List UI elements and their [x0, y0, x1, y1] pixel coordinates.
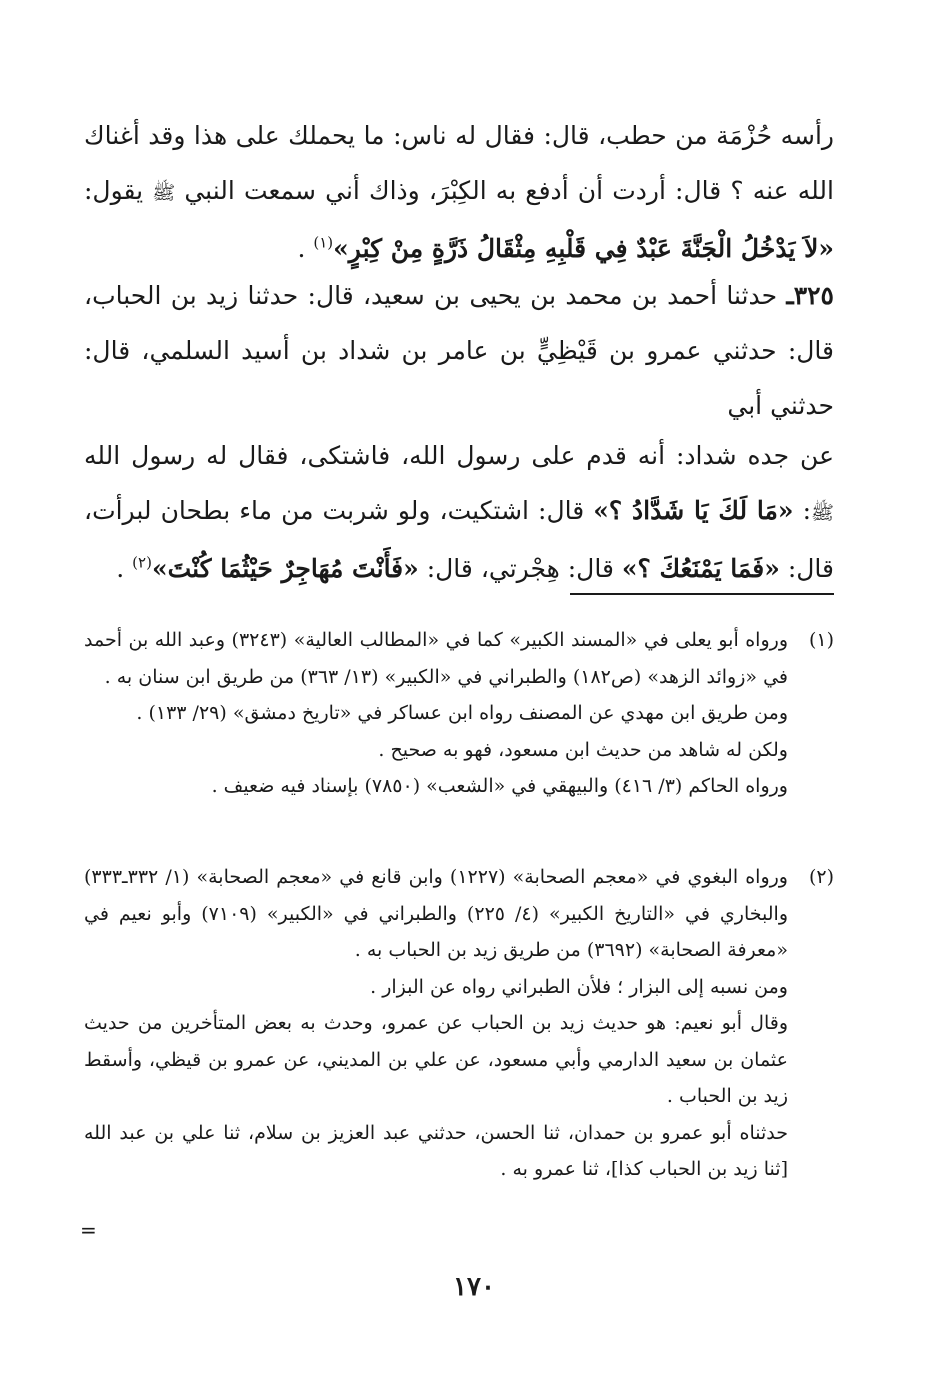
footnote-text: ولكن له شاهد من حديث ابن مسعود، فهو به صحيح .: [378, 738, 788, 761]
footnote-text: ومن نسبه إلى البزار ؛ فلأن الطبراني رواه عن البزار .: [370, 975, 788, 998]
hadith-quote: «فَأَنْتَ مُهَاجِرٌ حَيْثُمَا كُنْتَ»: [151, 554, 419, 583]
text: قال: اشتكيت، ولو شربت من ماء بطحان لبرأت، قال:: [84, 496, 834, 583]
hadith-number: ٣٢٥ـ: [786, 281, 834, 310]
page-content: [84, 0, 834, 1378]
footnote-text: ورواه البغوي في «معجم الصحابة» (١٢٢٧) وابن قانع في «معجم الصحابة» (١/ ٣٣٢ـ٣٣٣) والبخاري في «التاريخ الكبير» (٤/ ٢٢٥) والطبراني في «الكبير» (٧١٠٩) وأبو نعيم في «معرفة الصحابة» (٣٦٩٢) من طريق زيد بن الحباب به .: [84, 866, 788, 961]
hadith-isnad: [84, 268, 834, 433]
footnote-text: ورواه أبو يعلى في «المسند الكبير» كما في «المطالب العالية» (٣٢٤٣) وعبد الله بن أحمد في «زوائد الزهد» (ص١٨٢) والطبراني في «الكبير» (١٣/ ٣٦٣) من طريق ابن سنان به .: [84, 629, 788, 688]
footnote-ref-1: (١): [313, 233, 334, 252]
footnote-text: ورواه الحاكم (٣/ ٤١٦) والبيهقي في «الشعب» (٧٨٥٠) بإسناد فيه ضعيف .: [211, 775, 788, 797]
footnote-text: وقال أبو نعيم: هو حديث زيد بن الحباب عن عمرو، وحدث به بعض المتأخرين من حديث عثمان بن سعيد الدارمي وأبي مسعود، عن علي بن المديني، عن عمرو بن قيظي، وأسقط زيد بن الحباب .: [84, 1012, 788, 1107]
salutation-symbol: ﷺ: [152, 182, 176, 204]
text: قال: هِجْرتي، قال:: [418, 554, 622, 583]
text: عن جده شداد: أنه قدم على رسول الله، فاشتكى، فقال له رسول الله: [84, 441, 834, 470]
footnote-number: (٢): [808, 866, 834, 888]
page-number: ١٧٠: [453, 1272, 495, 1302]
continuation-mark: =: [80, 1218, 97, 1242]
paragraph-continuation: [84, 108, 834, 276]
footnote-ref-2: (٢): [132, 553, 152, 572]
hadith-matn: [84, 428, 834, 596]
footnote-1: [84, 622, 834, 805]
hadith-quote: «مَا لَكَ يَا شَدَّادُ ؟»: [593, 496, 794, 525]
footnote-separator: [570, 593, 834, 595]
text: يقول:: [84, 176, 153, 205]
text: :: [793, 496, 812, 525]
footnote-text: حدثناه أبو عمرو بن حمدان، ثنا الحسن، حدثني عبد العزيز بن سلام، ثنا علي بن عبد الله [ثنا زيد بن الحباب كذا]، ثنا عمرو به .: [84, 1121, 788, 1180]
text: .: [297, 234, 314, 263]
footnote-number: (١): [808, 629, 834, 651]
text: حدثنا أحمد بن محمد بن يحيى بن سعيد، قال: حدثنا زيد بن الحباب، قال: حدثني عمرو بن قَيْظِيٍّ بن عامر بن شداد بن أسيد السلمي، قال: حدثني أبي: [84, 281, 834, 420]
salutation-symbol: ﷺ: [811, 502, 834, 524]
text: .: [116, 554, 133, 583]
footnote-text: ومن طريق ابن مهدي عن المصنف رواه ابن عساكر في «تاريخ دمشق» (٢٩/ ١٣٣) .: [136, 702, 788, 724]
hadith-quote: «لاَ يَدْخُلُ الْجَنَّةَ عَبْدٌ فِي قَلْبِهِ مِثْقَالُ ذَرَّةٍ مِنْ كِبْرٍ»: [333, 234, 834, 263]
hadith-quote: «فَمَا يَمْنَعُكَ ؟»: [621, 554, 780, 583]
text: رأسه حُزْمَة من حطب، قال: فقال له ناس: ما يحملك على هذا وقد أغناك الله عنه ؟ قال: أردت أن أدفع به الكِبْرَ، وذاك أني سمعت النبي: [84, 121, 834, 205]
footnote-2: [84, 859, 834, 1188]
